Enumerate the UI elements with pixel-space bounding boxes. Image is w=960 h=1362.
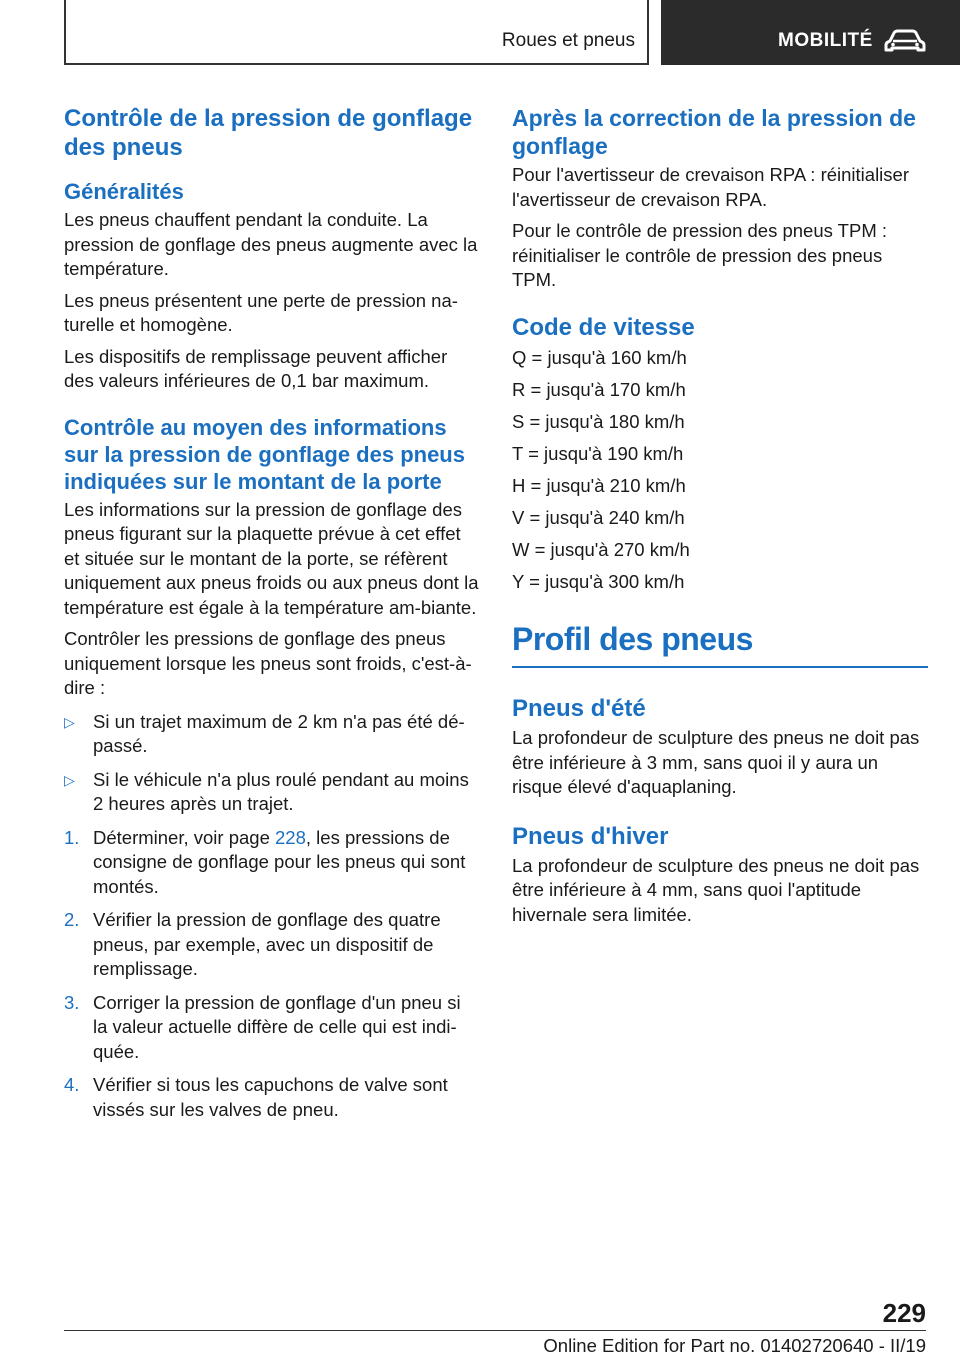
step-item: 3. Corriger la pression de gonflage d'un pneu si la valeur actuelle diffère de celle qui est indi‐quée. (64, 991, 461, 1062)
chapter-title-tread-profile: Profil des pneus (512, 620, 928, 668)
paragraph: Les dispositifs de remplissage peuvent afficher des valeurs inférieures de 0,1 bar maximum. (64, 345, 448, 391)
step-number: 3. (64, 991, 80, 1013)
heading-after-correction: Après la correction de la pression de gonflage (512, 105, 916, 159)
step-number: 1. (64, 826, 80, 848)
car-icon (884, 27, 926, 55)
right-column (512, 104, 928, 927)
triangle-bullet-icon: ▷ (64, 771, 75, 788)
page-link-228[interactable]: 228 (275, 826, 306, 848)
paragraph: Pour le contrôle de pression des pneus TPM : réinitialiser le contrôle de pression des pneus TPM. (512, 220, 888, 290)
page-number: 229 (882, 1298, 926, 1328)
list-item: ▷ Si un trajet maximum de 2 km n'a pas été dé‐passé. (64, 710, 465, 756)
header-section-box (64, 0, 649, 65)
paragraph: La profondeur de sculpture des pneus ne doit pas être inférieure à 4 mm, sans quoi l'aptitude hivernale sera limitée. (512, 854, 920, 925)
speed-code-row: S = jusqu'à 180 km/h (512, 410, 685, 432)
paragraph: Les informations sur la pression de gonflage des pneus figurant sur la plaquette prévue à cet effet et située sur le montant de la porte, se réfèrent uniquement aux pneus froids ou aux pneus dont la température est égale à la température am‐biante. (64, 498, 479, 618)
step-number: 2. (64, 909, 80, 930)
paragraph: Les pneus présentent une perte de pression na‐turelle et homogène. (64, 289, 458, 335)
step-item: 2. Vérifier la pression de gonflage des quatre pneus, par exemple, avec un dispositif de remplissage. (64, 909, 441, 979)
speed-code-row: V = jusqu'à 240 km/h (512, 506, 685, 528)
list-item: ▷ Si le véhicule n'a plus roulé pendant au moins 2 heures après un trajet. (64, 768, 469, 814)
step-item: 4. Vérifier si tous les capuchons de valve sont vissés sur les valves de pneu. (64, 1074, 448, 1120)
heading-speed-code: Code de vitesse (512, 313, 695, 341)
header-chapter-title: MOBILITÉ (778, 30, 873, 51)
paragraph: Les pneus chauffent pendant la conduite. La pression de gonflage des pneus augmente avec la température. (64, 209, 478, 279)
heading-winter-tires: Pneus d'hiver (512, 822, 669, 850)
section-title-pressure-check: Contrôle de la pression de gonflage des pneus (64, 105, 473, 161)
paragraph: Contrôler les pressions de gonflage des pneus uniquement lorsque les pneus sont froids, c'est-à-dire : (64, 628, 472, 698)
step-number: 4. (64, 1074, 80, 1095)
speed-code-row: R = jusqu'à 170 km/h (512, 378, 686, 400)
footer-divider (64, 1330, 862, 1331)
speed-code-row: W = jusqu'à 270 km/h (512, 538, 690, 560)
left-column (64, 104, 480, 1122)
speed-code-row: T = jusqu'à 190 km/h (512, 442, 684, 464)
speed-code-row: Y = jusqu'à 300 km/h (512, 570, 685, 592)
speed-code-row: H = jusqu'à 210 km/h (512, 474, 686, 496)
paragraph: La profondeur de sculpture des pneus ne doit pas être inférieure à 3 mm, sans quoi il y aura un risque élevé d'aquaplaning. (512, 727, 920, 797)
step-item: 1. Déterminer, voir page 228, les pressions de consigne de gonflage pour les pneus qui sont montés. (64, 826, 466, 897)
heading-door-pillar-check: Contrôle au moyen des informations sur la pression de gonflage des pneus indiquées sur le montant de la porte (64, 414, 465, 494)
footer-divider (862, 1330, 926, 1331)
footer-edition: Online Edition for Part no. 01402720640 - II/19 (543, 1335, 926, 1356)
header-section-title: Roues et pneus (501, 30, 635, 51)
triangle-bullet-icon: ▷ (64, 713, 75, 730)
heading-generalites: Généralités (64, 179, 184, 204)
heading-summer-tires: Pneus d'été (512, 695, 646, 722)
speed-code-row: Q = jusqu'à 160 km/h (512, 346, 687, 368)
paragraph: Pour l'avertisseur de crevaison RPA : réinitialiser l'avertisseur de crevaison RPA. (512, 164, 909, 210)
